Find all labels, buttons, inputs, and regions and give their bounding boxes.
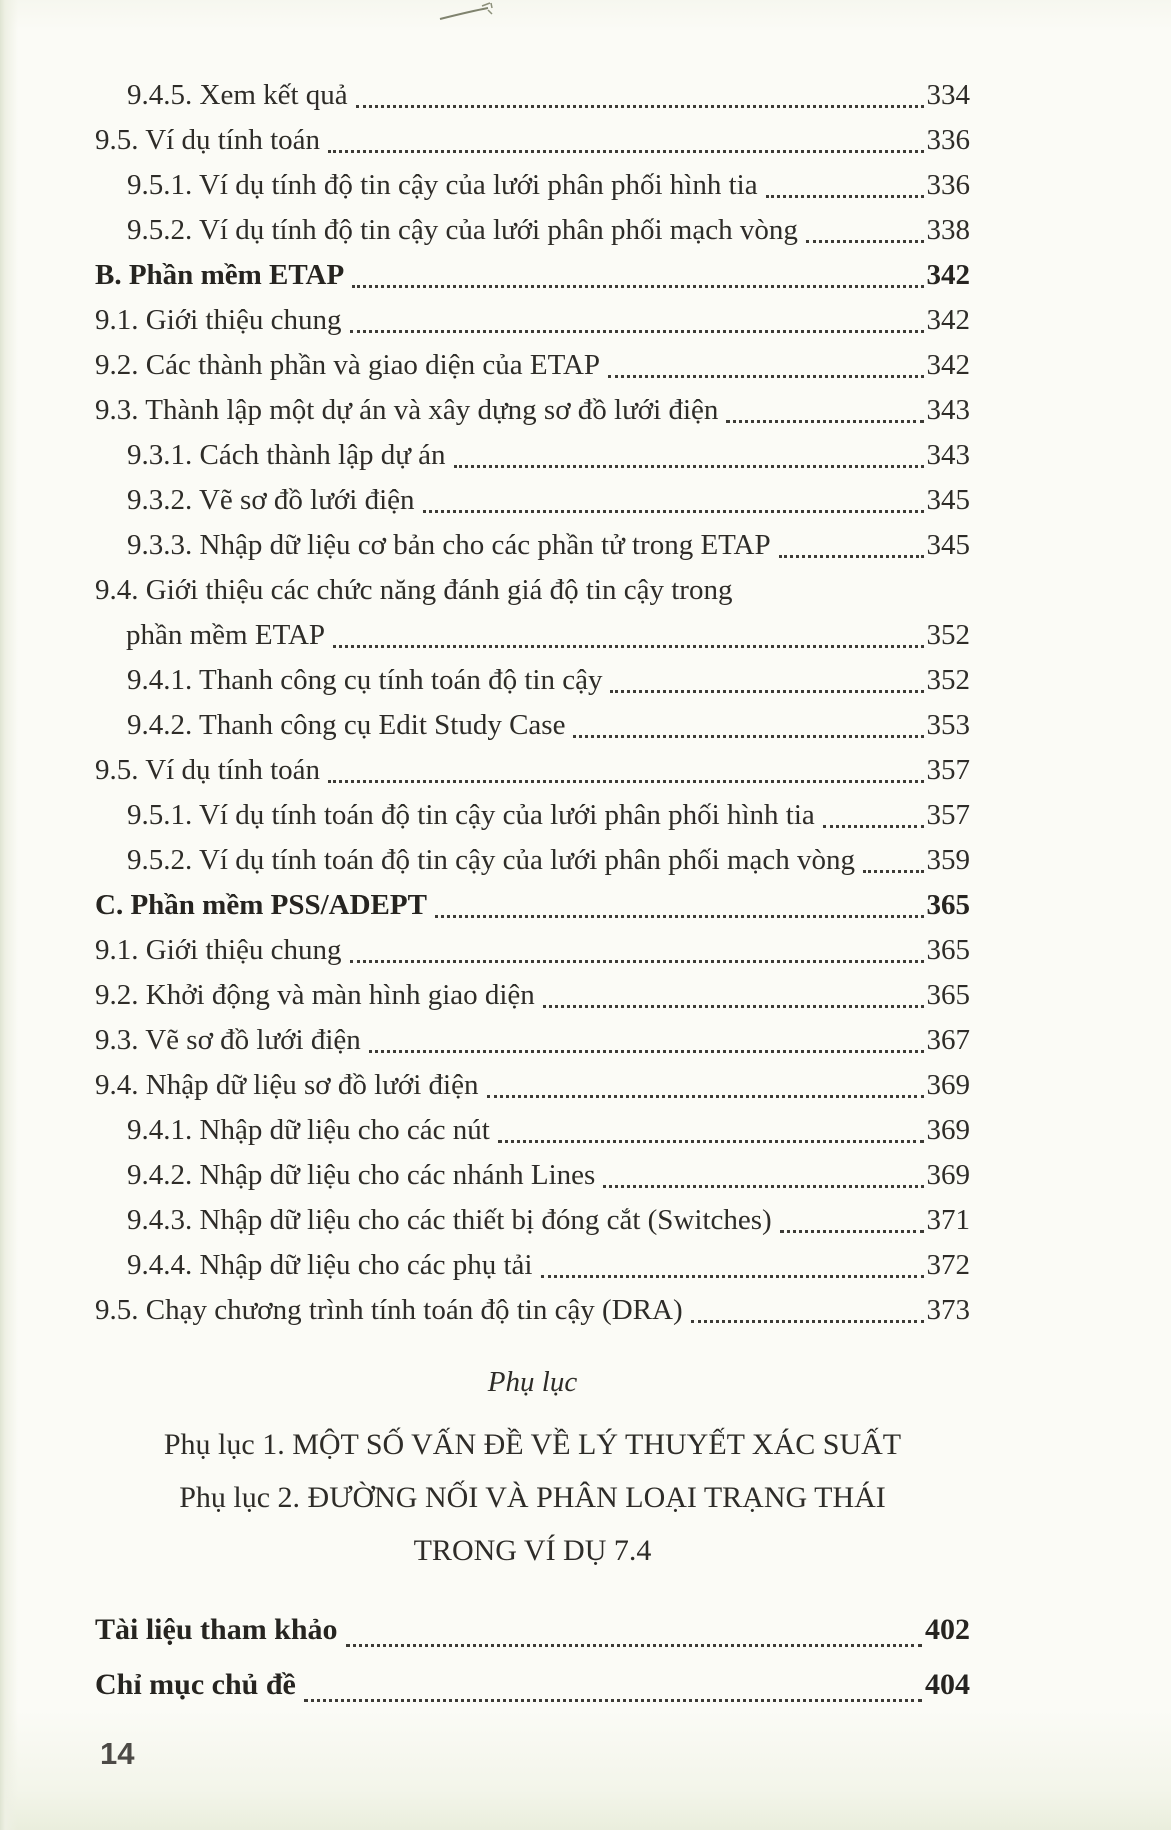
toc-entry-page: 334 xyxy=(926,79,970,111)
toc-entry xyxy=(95,1017,970,1062)
toc-entry-page: 345 xyxy=(926,529,970,561)
toc-entry-page: 343 xyxy=(926,439,970,471)
toc-entry-page: 369 xyxy=(926,1069,970,1101)
toc-entry-page: 357 xyxy=(926,799,970,831)
dot-leader xyxy=(498,1140,924,1143)
toc-entry-label: 9.5. Ví dụ tính toán xyxy=(95,754,321,786)
toc-entry-label: Tài liệu tham khảo xyxy=(95,1613,338,1646)
appendix-section xyxy=(95,1358,970,1577)
toc-entry xyxy=(95,1656,970,1711)
back-matter-list xyxy=(95,1601,970,1711)
toc-entry xyxy=(95,792,970,837)
toc-entry-label: Chỉ mục chủ đề xyxy=(95,1668,296,1701)
toc-entry-page: 369 xyxy=(926,1114,970,1146)
toc-entry-page: 359 xyxy=(926,844,970,876)
toc-entry-label: 9.3.1. Cách thành lập dự án xyxy=(127,439,446,471)
toc-entry-label: 9.3. Thành lập một dự án và xây dựng sơ đồ lưới điện xyxy=(95,394,719,426)
toc-entry-page: 336 xyxy=(926,124,970,156)
toc-entry-label: 9.5. Ví dụ tính toán xyxy=(95,124,321,156)
toc-entry-page: 342 xyxy=(926,349,970,381)
toc-entry-page: 352 xyxy=(926,619,970,651)
appendix-line: TRONG VÍ DỤ 7.4 xyxy=(413,1534,652,1567)
toc-entry-label: 9.5.1. Ví dụ tính toán độ tin cậy của lưới phân phối hình tia xyxy=(127,799,815,831)
toc-entry xyxy=(95,297,970,342)
dot-leader xyxy=(369,1050,924,1053)
toc-entry-page: 342 xyxy=(926,259,970,291)
toc-entry xyxy=(95,882,970,927)
toc-entry xyxy=(95,657,970,702)
toc-entry-page: 369 xyxy=(926,1159,970,1191)
toc-entry xyxy=(95,567,970,612)
dot-leader xyxy=(806,240,924,243)
toc-entry xyxy=(95,522,970,567)
toc-entry-page: 372 xyxy=(926,1249,970,1281)
toc-entry-label: 9.1. Giới thiệu chung xyxy=(95,304,342,336)
toc-entry xyxy=(95,477,970,522)
dot-leader xyxy=(608,375,923,378)
toc-entry-page: 371 xyxy=(926,1204,970,1236)
appendix-lines xyxy=(95,1418,970,1577)
dot-leader xyxy=(603,1185,923,1188)
dot-leader xyxy=(823,825,924,828)
dot-leader xyxy=(610,690,923,693)
toc-entry-label: 9.3. Vẽ sơ đồ lưới điện xyxy=(95,1024,361,1056)
toc-entry-label: C. Phần mềm PSS/ADEPT xyxy=(95,889,427,921)
toc-entry xyxy=(95,387,970,432)
dot-leader xyxy=(780,1230,924,1233)
toc-entry-label: 9.5.2. Ví dụ tính toán độ tin cậy của lưới phân phối mạch vòng xyxy=(127,844,856,876)
toc-entry-label: 9.5.2. Ví dụ tính độ tin cậy của lưới phân phối mạch vòng xyxy=(127,214,798,246)
dot-leader xyxy=(573,735,923,738)
toc-entry-label: 9.1. Giới thiệu chung xyxy=(95,934,342,966)
toc-entry-page: 342 xyxy=(926,304,970,336)
toc-entry-page: 353 xyxy=(926,709,970,741)
dot-leader xyxy=(333,645,923,648)
toc-entry xyxy=(95,252,970,297)
toc-entry-page: 367 xyxy=(926,1024,970,1056)
dot-leader xyxy=(487,1095,924,1098)
toc-entry xyxy=(95,162,970,207)
toc-entry xyxy=(95,1107,970,1152)
toc-entry xyxy=(95,1197,970,1242)
toc-entry xyxy=(95,972,970,1017)
toc-entry-label: 9.5. Chạy chương trình tính toán độ tin cậy (DRA) xyxy=(95,1294,683,1326)
toc-entry-page: 357 xyxy=(926,754,970,786)
toc-entry xyxy=(95,1152,970,1197)
toc-entry xyxy=(95,612,970,657)
toc-entry-page: 402 xyxy=(925,1613,970,1646)
toc-entry-label: 9.4.2. Nhập dữ liệu cho các nhánh Lines xyxy=(127,1159,596,1191)
dot-leader xyxy=(328,150,923,153)
toc-entry-page: 336 xyxy=(926,169,970,201)
toc-entry xyxy=(95,117,970,162)
toc-entry xyxy=(95,747,970,792)
dot-leader xyxy=(726,420,923,423)
toc-entry xyxy=(95,207,970,252)
toc-entry-label: 9.5.1. Ví dụ tính độ tin cậy của lưới phân phối hình tia xyxy=(127,169,758,201)
toc-entry xyxy=(95,432,970,477)
toc-entry-label: phần mềm ETAP xyxy=(126,619,326,651)
toc-entry-page: 373 xyxy=(926,1294,970,1326)
dot-leader xyxy=(350,330,924,333)
dot-leader xyxy=(863,870,923,873)
toc-entry-label: 9.2. Khởi động và màn hình giao diện xyxy=(95,979,535,1011)
toc-entry-label: 9.4.4. Nhập dữ liệu cho các phụ tải xyxy=(127,1249,533,1281)
dot-leader xyxy=(423,510,924,513)
dot-leader xyxy=(435,915,924,918)
toc-entry xyxy=(95,1287,970,1332)
toc-entry xyxy=(95,342,970,387)
toc-entry-label: 9.3.2. Vẽ sơ đồ lưới điện xyxy=(127,484,415,516)
toc-entry-label: 9.4.3. Nhập dữ liệu cho các thiết bị đóng cắt (Switches) xyxy=(127,1204,772,1236)
toc-entry-page: 338 xyxy=(926,214,970,246)
appendix-section-heading: Phụ lục xyxy=(487,1366,578,1398)
dot-leader xyxy=(346,1644,922,1647)
dot-leader xyxy=(543,1005,924,1008)
page-footer-number: 14 xyxy=(100,1736,135,1771)
toc-entry-page: 343 xyxy=(926,394,970,426)
toc-entry-page: 404 xyxy=(925,1668,970,1701)
toc-entry-label: 9.4.5. Xem kết quả xyxy=(127,79,348,111)
pen-scribble-mark xyxy=(438,0,502,26)
toc-list xyxy=(95,72,970,1332)
toc-entry-page: 365 xyxy=(926,979,970,1011)
dot-leader xyxy=(304,1699,922,1702)
toc-entry xyxy=(95,837,970,882)
toc-entry xyxy=(95,1242,970,1287)
dot-leader xyxy=(350,960,924,963)
toc-entry-label: 9.4.1. Nhập dữ liệu cho các nút xyxy=(127,1114,490,1146)
dot-leader xyxy=(779,555,924,558)
dot-leader xyxy=(766,195,924,198)
appendix-line: Phụ lục 2. ĐƯỜNG NỐI VÀ PHÂN LOẠI TRẠNG THÁI xyxy=(179,1481,886,1514)
dot-leader xyxy=(356,105,924,108)
toc-entry-label: 9.4.2. Thanh công cụ Edit Study Case xyxy=(127,709,566,741)
toc-entry xyxy=(95,1062,970,1107)
toc-entry-label: 9.4. Giới thiệu các chức năng đánh giá độ tin cậy trong xyxy=(95,574,733,606)
toc-entry xyxy=(95,72,970,117)
toc-entry-label: 9.2. Các thành phần và giao diện của ETAP xyxy=(95,349,601,381)
toc-entry-page: 365 xyxy=(926,889,970,921)
appendix-line: Phụ lục 1. MỘT SỐ VẤN ĐỀ VỀ LÝ THUYẾT XÁC SUẤT xyxy=(163,1428,902,1461)
toc-entry-label: 9.3.3. Nhập dữ liệu cơ bản cho các phần tử trong ETAP xyxy=(127,529,771,561)
dot-leader xyxy=(352,285,923,288)
toc-entry-page: 352 xyxy=(926,664,970,696)
dot-leader xyxy=(691,1320,924,1323)
dot-leader xyxy=(328,780,923,783)
toc-entry xyxy=(95,1601,970,1656)
toc-entry-label: B. Phần mềm ETAP xyxy=(95,259,345,291)
toc-entry-page: 345 xyxy=(926,484,970,516)
dot-leader xyxy=(454,465,924,468)
toc-entry xyxy=(95,702,970,747)
dot-leader xyxy=(541,1275,924,1278)
toc-entry-page: 365 xyxy=(926,934,970,966)
toc-entry-label: 9.4.1. Thanh công cụ tính toán độ tin cậy xyxy=(127,664,603,696)
toc-entry-label: 9.4. Nhập dữ liệu sơ đồ lưới điện xyxy=(95,1069,479,1101)
toc-entry xyxy=(95,927,970,972)
